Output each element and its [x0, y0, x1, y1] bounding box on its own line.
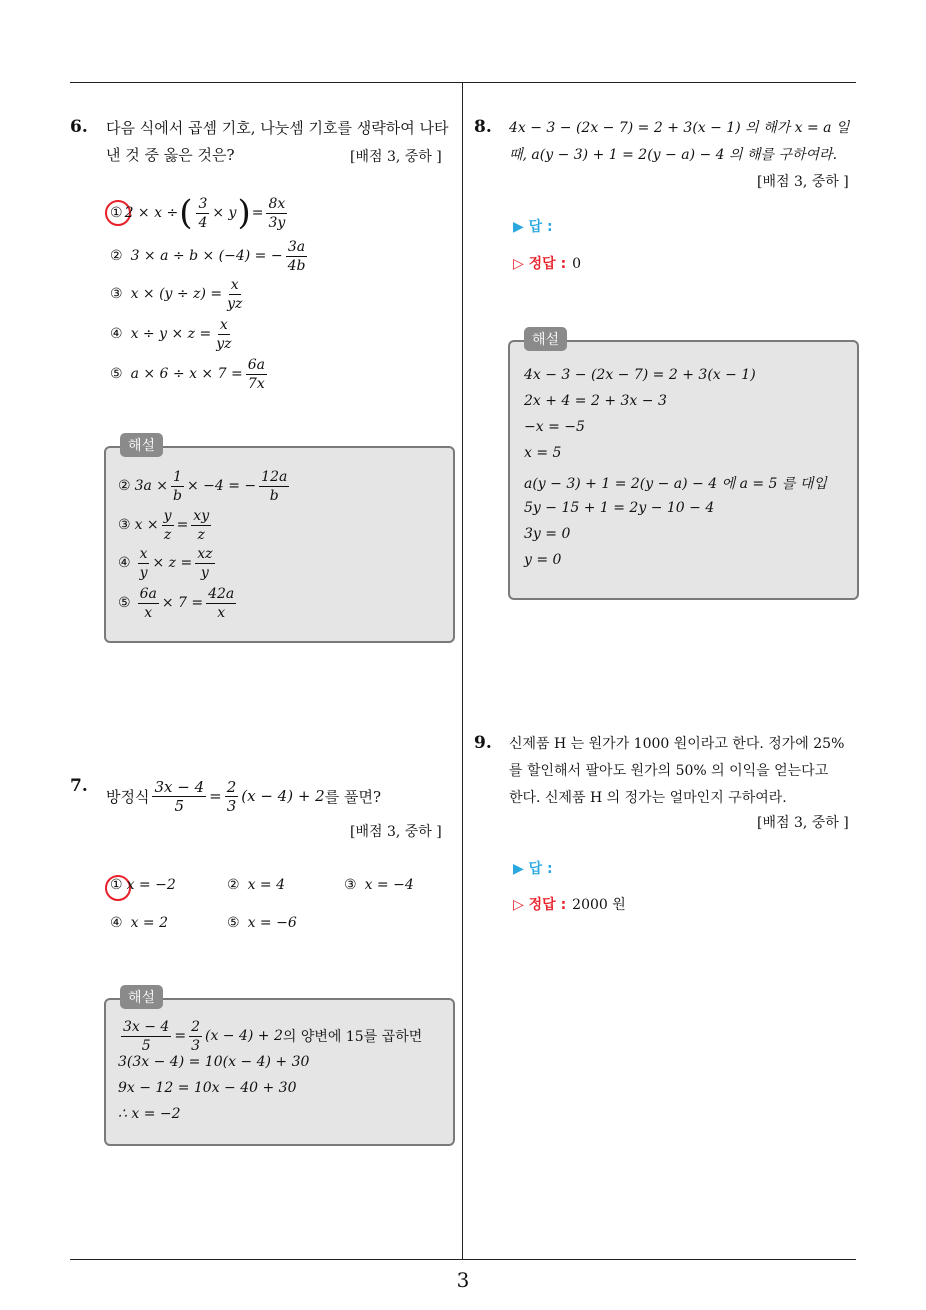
option-lhs: x ÷ y × z = [130, 326, 212, 342]
question-8-score: [배점 3, 중하 ] [757, 174, 849, 190]
option-text: x = 2 [130, 915, 168, 931]
q8-solution-line-5: a(y − 3) + 1 = 2(y − a) − 4 에 a = 5 를 대입 [524, 476, 827, 492]
q7-solution-tag: 해설 [120, 985, 163, 1009]
frac-den: x [217, 604, 226, 621]
option-mark: ④ [110, 326, 123, 342]
q9-answer-label: ▶ 답 : [513, 861, 553, 877]
frac-den: b [269, 487, 279, 504]
bottom-rule [70, 1259, 856, 1260]
question-9-line3: 한다. 신제품 H 의 정가는 얼마인지 구하여라. [509, 790, 787, 806]
question-9-number: 9. [474, 733, 492, 753]
question-7-number: 7. [70, 776, 88, 796]
option-mark: ① [110, 205, 123, 221]
question-7-text [106, 775, 381, 817]
q9-correct-value: 2000 원 [572, 897, 626, 913]
option-text: x = 4 [247, 877, 285, 893]
frac-den: 4 [198, 214, 208, 231]
frac-num: 6a [247, 356, 265, 373]
top-rule [70, 82, 856, 83]
q9-correct-label [513, 894, 626, 914]
frac-num: 2 [191, 1018, 200, 1035]
q6-solution-line-1 [118, 466, 292, 506]
q6-option-2[interactable] [110, 236, 310, 276]
frac-den: 7x [247, 375, 265, 392]
q7-eq-post: (x − 4) + 2 [241, 787, 325, 805]
frac-den: y [139, 564, 148, 581]
question-8-text [509, 115, 859, 169]
frac-num: x [230, 276, 239, 293]
q8-solution-line-7: 3y = 0 [524, 526, 571, 542]
option-mark: ④ [110, 915, 123, 931]
option-mark: ③ [110, 286, 123, 302]
frac-num: 42a [208, 585, 235, 602]
option-text: x = −2 [126, 877, 176, 893]
frac-den: 3 [191, 1037, 200, 1054]
frac-num: 3x − 4 [123, 1018, 170, 1035]
frac-den: yz [216, 335, 232, 352]
frac-num: 8x [268, 195, 286, 212]
q7-option-3[interactable] [344, 877, 414, 893]
question-9-score: [배점 3, 중하 ] [757, 815, 849, 831]
frac-den: yz [227, 295, 243, 312]
question-8-number: 8. [474, 117, 492, 137]
frac-num: 3 [198, 195, 208, 212]
q8-answer-label: ▶ 답 : [513, 219, 553, 235]
column-divider [462, 83, 463, 1260]
question-8-line2: 때, a(y − 3) + 1 = 2(y − a) − 4 의 해를 구하여라. [509, 147, 838, 163]
q8-solution-line-1: 4x − 3 − (2x − 7) = 2 + 3(x − 1) [524, 367, 756, 383]
sol-b: = [176, 517, 189, 533]
q7-text-pre: 방정식 [106, 787, 150, 806]
sol-a: 3a × [134, 478, 168, 494]
q8-solution-line-6: 5y − 15 + 1 = 2y − 10 − 4 [524, 500, 715, 516]
option-mid: × y [212, 205, 237, 221]
frac-den: b [173, 487, 182, 504]
sol-text: 의 양변에 15를 곱하면 [282, 1029, 423, 1045]
sol-mark: ② [118, 478, 131, 494]
sol-mark: ④ [118, 555, 131, 571]
correct-label-text: ▷ 정답 : [513, 897, 567, 913]
frac-den: x [144, 604, 153, 621]
frac-den: 5 [174, 796, 185, 815]
q8-solution-line-2: 2x + 4 = 2 + 3x − 3 [524, 393, 667, 409]
q6-solution-tag: 해설 [120, 433, 163, 457]
frac-num: xy [193, 507, 210, 524]
sol-a: x × [134, 517, 159, 533]
option-lhs: a × 6 ÷ x × 7 = [130, 366, 243, 382]
q6-option-1[interactable]: ① 2 × x ÷ ( $\frac{3}{4}$ × y ) = $\frac{8x}{3y}$ [110, 193, 286, 233]
option-lhs: 2 × x ÷ [124, 205, 179, 221]
frac-den: 4b [287, 257, 306, 274]
q7-eq-mid: = [209, 787, 222, 805]
option-mark: ⑤ [110, 366, 123, 382]
option-mark: ⑤ [227, 915, 240, 931]
q7-option-2[interactable] [227, 877, 285, 893]
option-text: x = −6 [247, 915, 297, 931]
q6-solution-line-4 [118, 583, 239, 623]
page-number: 3 [456, 1268, 470, 1292]
option-mark: ① [110, 877, 123, 893]
question-9-line2: 를 할인해서 팔아도 원가의 50% 의 이익을 얻는다고 [509, 763, 829, 779]
sol-eq-mid: = [174, 1028, 187, 1044]
frac-num: 1 [173, 468, 182, 485]
q6-solution-line-3 [118, 543, 218, 583]
q8-solution-line-4: x = 5 [524, 445, 562, 461]
frac-den: 3 [226, 796, 237, 815]
sol-b: × z = [152, 555, 193, 571]
q8-solution-line-3: −x = −5 [524, 419, 585, 435]
question-7-score: [배점 3, 중하 ] [350, 824, 442, 840]
sol-eq-post: (x − 4) + 2 [205, 1028, 283, 1044]
sol-b: × −4 = − [186, 478, 257, 494]
q7-solution-line-3: 9x − 12 = 10x − 40 + 30 [118, 1080, 297, 1096]
frac-den: y [200, 564, 209, 581]
option-lhs: x × (y ÷ z) = [130, 286, 223, 302]
question-6-number: 6. [70, 117, 88, 137]
question-6-score: [배점 3, 중하 ] [350, 149, 442, 165]
option-eq: = [251, 205, 264, 221]
frac-num: x [139, 545, 148, 562]
option-mark: ② [227, 877, 240, 893]
q6-option-4[interactable] [110, 314, 236, 354]
question-6-line1: 다음 식에서 곱셈 기호, 나눗셈 기호를 생략하여 나타 [106, 119, 449, 137]
q8-correct-value: 0 [572, 256, 582, 272]
frac-num: 2 [226, 777, 237, 796]
option-mark: ③ [344, 877, 357, 893]
q7-option-5[interactable] [227, 915, 297, 931]
q6-option-5[interactable] [110, 354, 270, 394]
q8-correct-label [513, 253, 581, 273]
frac-num: 3x − 4 [154, 777, 205, 796]
option-text: x = −4 [364, 877, 414, 893]
frac-num: x [219, 316, 228, 333]
frac-den: z [197, 526, 205, 543]
q8-solution-line-8: y = 0 [524, 552, 562, 568]
q6-option-3[interactable] [110, 274, 247, 314]
correct-label-text: ▷ 정답 : [513, 256, 567, 272]
frac-num: y [163, 507, 172, 524]
frac-num: 12a [261, 468, 288, 485]
q8-solution-tag: 해설 [524, 327, 567, 351]
question-8-line1: 4x − 3 − (2x − 7) = 2 + 3(x − 1) 의 해가 x = a 일 [509, 120, 850, 136]
frac-num: xz [197, 545, 213, 562]
sol-mark: ③ [118, 517, 131, 533]
frac-den: 3y [268, 214, 286, 231]
frac-num: 6a [139, 585, 157, 602]
option-mark: ② [110, 248, 123, 264]
q7-option-4[interactable] [110, 915, 168, 931]
frac-den: z [163, 526, 172, 543]
sol-b: × 7 = [161, 595, 204, 611]
frac-den: 5 [141, 1037, 151, 1054]
q7-solution-line-2: 3(3x − 4) = 10(x − 4) + 30 [118, 1054, 310, 1070]
question-6-line2: 낸 것 중 옳은 것은? [106, 146, 235, 164]
q7-solution-line-4: ∴ x = −2 [118, 1106, 181, 1122]
q7-solution-line-1 [118, 1015, 422, 1057]
option-lhs: 3 × a ÷ b × (−4) = − [130, 248, 283, 264]
q6-solution-line-2 [118, 505, 214, 545]
sol-mark: ⑤ [118, 595, 131, 611]
frac-num: 3a [287, 238, 306, 255]
q7-option-1[interactable] [110, 877, 176, 893]
q7-text-post: 를 풀면? [324, 787, 382, 806]
question-9-line1: 신제품 H 는 원가가 1000 원이라고 한다. 정가에 25% [509, 736, 845, 752]
question-9-text [509, 731, 859, 812]
